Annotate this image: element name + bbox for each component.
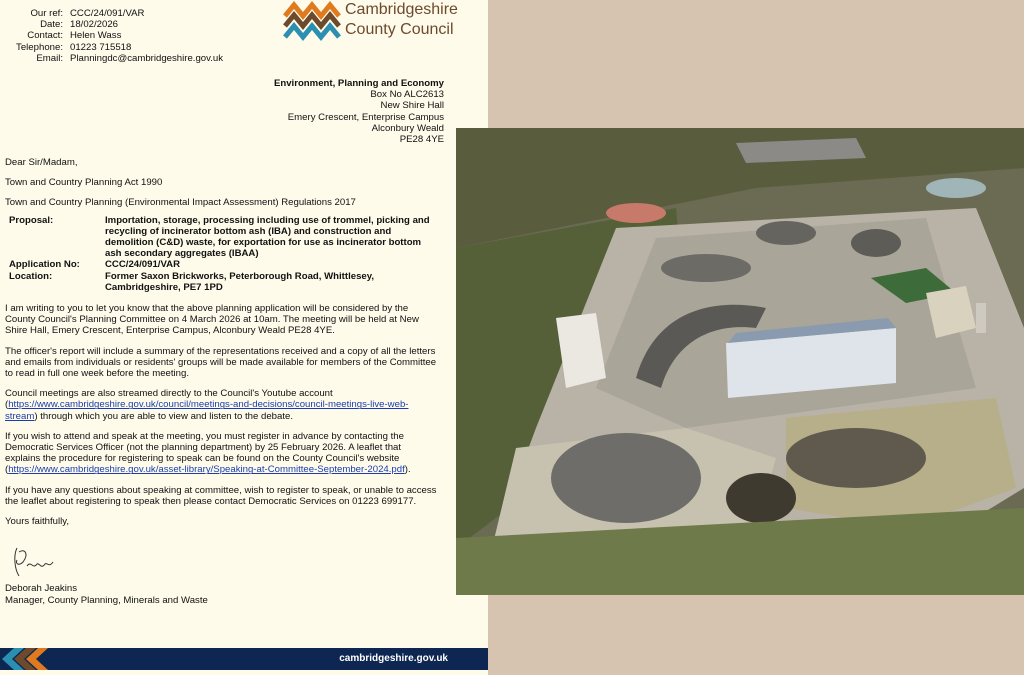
paragraph-text: If you wish to attend and speak at the meeting, you must register in advance by contacting the Democratic Services Officer (not the planning department) by 25 February 2026. A leaflet that explains the procedure for registering to speak can be found on the County Council's website (	[5, 430, 404, 476]
address-line: New Shire Hall	[380, 100, 444, 112]
application-no: CCC/24/091/VAR	[105, 259, 181, 271]
letter-body	[5, 157, 437, 606]
paragraph-questions: If you have any questions about speaking at committee, wish to register to speak, or unable to access the leaflet about registering to speak then please contact Democratic Services on 01223 699177.	[5, 484, 437, 507]
address-line: Box No ALC2613	[370, 89, 444, 101]
ref-row	[8, 8, 223, 19]
proposal-text: Importation, storage, processing including use of trommel, picking and recycling of incinerator bottom ash (IBA) and construction and demolition (C&D) waste, for exportation for use as incinerator bottom ash secondary aggregates (IBAA)	[105, 214, 430, 260]
logo-line1: Cambridgeshire	[345, 1, 458, 18]
ref-label: Email:	[36, 52, 63, 64]
paragraph-text: ).	[404, 464, 411, 476]
paragraph-text: Council meetings are also streamed directly to the Council's Youtube account (	[5, 388, 333, 411]
leaflet-link[interactable]: https://www.cambridgeshire.gov.uk/asset-library/Speaking-at-Committee-September-2024.pdf	[8, 464, 405, 476]
signature-image	[9, 544, 59, 580]
ref-value: CCC/24/091/VAR	[70, 8, 145, 19]
footer-website: cambridgeshire.gov.uk	[339, 653, 448, 664]
signer-title: Manager, County Planning, Minerals and Waste	[5, 594, 208, 606]
closing: Yours faithfully,	[5, 516, 69, 528]
ref-value: 18/02/2026	[70, 19, 119, 31]
application-details	[9, 215, 437, 293]
aerial-site-photo	[456, 128, 1024, 595]
ref-row	[8, 53, 223, 64]
ref-value: 01223 715518	[70, 41, 132, 53]
paragraph-text: ) through which you are able to view and listen to the debate.	[34, 410, 293, 422]
reference-block	[8, 8, 223, 64]
salutation: Dear Sir/Madam,	[5, 157, 78, 168]
ref-label: Contact:	[27, 30, 63, 42]
chevron-left-icon	[0, 648, 50, 670]
regulations-title: Town and Country Planning (Environmental Impact Assessment) Regulations 2017	[5, 197, 356, 209]
ref-value: Helen Wass	[70, 30, 122, 42]
ref-row	[8, 42, 223, 53]
application-no-label: Application No:	[9, 259, 80, 271]
letter-page	[0, 0, 488, 675]
proposal-label: Proposal:	[9, 214, 54, 226]
footer-bar	[0, 648, 488, 670]
address-block	[274, 78, 444, 145]
ref-row	[8, 19, 223, 30]
council-logo-icon	[283, 0, 341, 42]
paragraph-register	[5, 431, 437, 476]
act-title: Town and Country Planning Act 1990	[5, 177, 163, 189]
ref-row	[8, 30, 223, 41]
paragraph-meeting: I am writing to you to let you know that the above planning application will be considered by the County Council's Planning Committee on 4 March 2026 at 10am. The meeting will be held at New Shire Hall, Emery Crescent, Enterprise Campus, Alconbury Weald PE28 4YE.	[5, 303, 419, 337]
address-line: Alconbury Weald	[371, 122, 444, 134]
address-line: Emery Crescent, Enterprise Campus	[287, 111, 444, 123]
ref-label: Telephone:	[16, 41, 63, 53]
logo-line2: County Council	[345, 21, 454, 38]
paragraph-report: The officer's report will include a summary of the representations received and a copy of all the letters and emails from individuals or residents' groups will be made available for members of the Committee to read in full one week before the meeting.	[5, 345, 437, 380]
location-label: Location:	[9, 270, 53, 282]
council-logo	[283, 0, 458, 44]
address-line: PE28 4YE	[399, 134, 444, 146]
ref-label: Date:	[40, 19, 63, 31]
paragraph-stream	[5, 388, 437, 422]
stream-link[interactable]: https://www.cambridgeshire.gov.uk/council/meetings-and-decisions/council-meetings-live-web-stream	[5, 399, 409, 422]
ref-label: Our ref:	[30, 8, 63, 19]
department-name: Environment, Planning and Economy	[273, 78, 444, 89]
signer-name: Deborah Jeakins	[5, 583, 77, 595]
ref-value: Planningdc@cambridgeshire.gov.uk	[70, 52, 224, 64]
council-logo-text	[345, 0, 458, 40]
location-text: Former Saxon Brickworks, Peterborough Road, Whittlesey, Cambridgeshire, PE7 1PD	[105, 270, 375, 293]
